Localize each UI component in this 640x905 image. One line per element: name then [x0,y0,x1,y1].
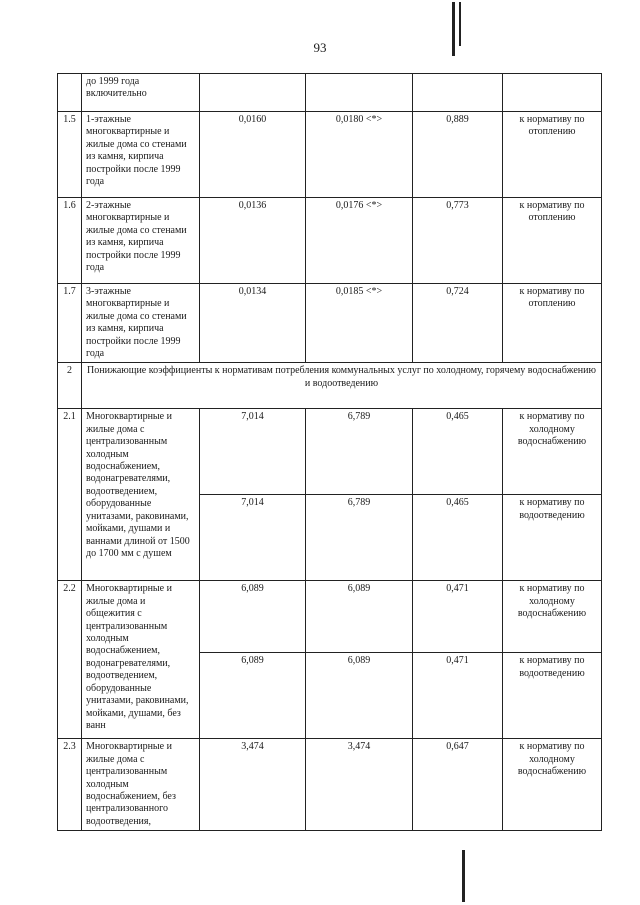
value-2: 6,089 [306,581,413,653]
value-1: 3,474 [200,739,306,831]
row-number: 1.5 [58,112,82,198]
value-3: 0,889 [413,112,503,198]
value-3: 0,647 [413,739,503,831]
value-2: 0,0185 <*> [306,284,413,363]
scan-artifact-bottom [462,850,465,902]
row-note: к нормативу по холодному водоснабжению [503,739,602,831]
row-description: Многоквартирные и жилые дома с централизованным холодным водоснабжением, водонагревателями, водоотведением, оборудованные унитазами, раковинами, мойками, душами и ваннами длиной от 1500 до 1700 мм с душем [82,409,200,581]
value-3: 0,465 [413,495,503,581]
value-1: 0,0160 [200,112,306,198]
scan-artifact-top [452,2,455,56]
row-number: 1.6 [58,198,82,284]
table-row [58,284,602,363]
row-description: 2-этажные многоквартирные и жилые дома со стенами из камня, кирпича постройки после 1999 года [82,198,200,284]
row-note: к нормативу по холодному водоснабжению [503,409,602,495]
value-2: 0,0176 <*> [306,198,413,284]
value-1: 0,0136 [200,198,306,284]
row-note: к нормативу по водоотведению [503,495,602,581]
value-3: 0,471 [413,581,503,653]
row-number: 2.1 [58,409,82,581]
value-2: 6,789 [306,495,413,581]
row-note: к нормативу по отоплению [503,112,602,198]
table-row [58,112,602,198]
value-3: 0,471 [413,653,503,739]
row-number: 1.7 [58,284,82,363]
section-title: Понижающие коэффициенты к нормативам потребления коммунальных услуг по холодному, горячему водоснабжению и водоотведению [82,363,602,409]
table-row [58,74,602,112]
page-number: 93 [313,40,327,55]
section-header-row [58,363,602,409]
row-description: 3-этажные многоквартирные и жилые дома со стенами из камня, кирпича постройки после 1999 года [82,284,200,363]
row-note: к нормативу по отоплению [503,198,602,284]
value-3: 0,465 [413,409,503,495]
row-description: 1-этажные многоквартирные и жилые дома со стенами из камня, кирпича постройки после 1999 года [82,112,200,198]
coefficients-table [57,73,602,831]
value-3: 0,773 [413,198,503,284]
value-1: 7,014 [200,495,306,581]
value-2: 6,789 [306,409,413,495]
value-1: 7,014 [200,409,306,495]
table-row [58,198,602,284]
row-description: Многоквартирные и жилые дома с централизованным холодным водоснабжением, без централизованного водоотведения, [82,739,200,831]
value-1: 6,089 [200,653,306,739]
value-1 [200,74,306,112]
table-row [58,581,602,653]
row-number: 2.3 [58,739,82,831]
scan-artifact-top-2 [459,2,461,46]
row-description: Многоквартирные и жилые дома и общежития с централизованным холодным водоснабжением, водонагревателями, водоотведением, оборудованные унитазами, раковинами, мойками, душами, без ванн [82,581,200,739]
row-note: к нормативу по отоплению [503,284,602,363]
value-3 [413,74,503,112]
value-2 [306,74,413,112]
row-number: 2.2 [58,581,82,739]
value-2: 6,089 [306,653,413,739]
value-1: 6,089 [200,581,306,653]
row-note [503,74,602,112]
table-row [58,409,602,495]
value-3: 0,724 [413,284,503,363]
value-1: 0,0134 [200,284,306,363]
value-2: 0,0180 <*> [306,112,413,198]
row-note: к нормативу по холодному водоснабжению [503,581,602,653]
row-description: до 1999 года включительно [82,74,200,112]
section-number: 2 [58,363,82,409]
row-number [58,74,82,112]
table-row [58,739,602,831]
row-note: к нормативу по водоотведению [503,653,602,739]
value-2: 3,474 [306,739,413,831]
